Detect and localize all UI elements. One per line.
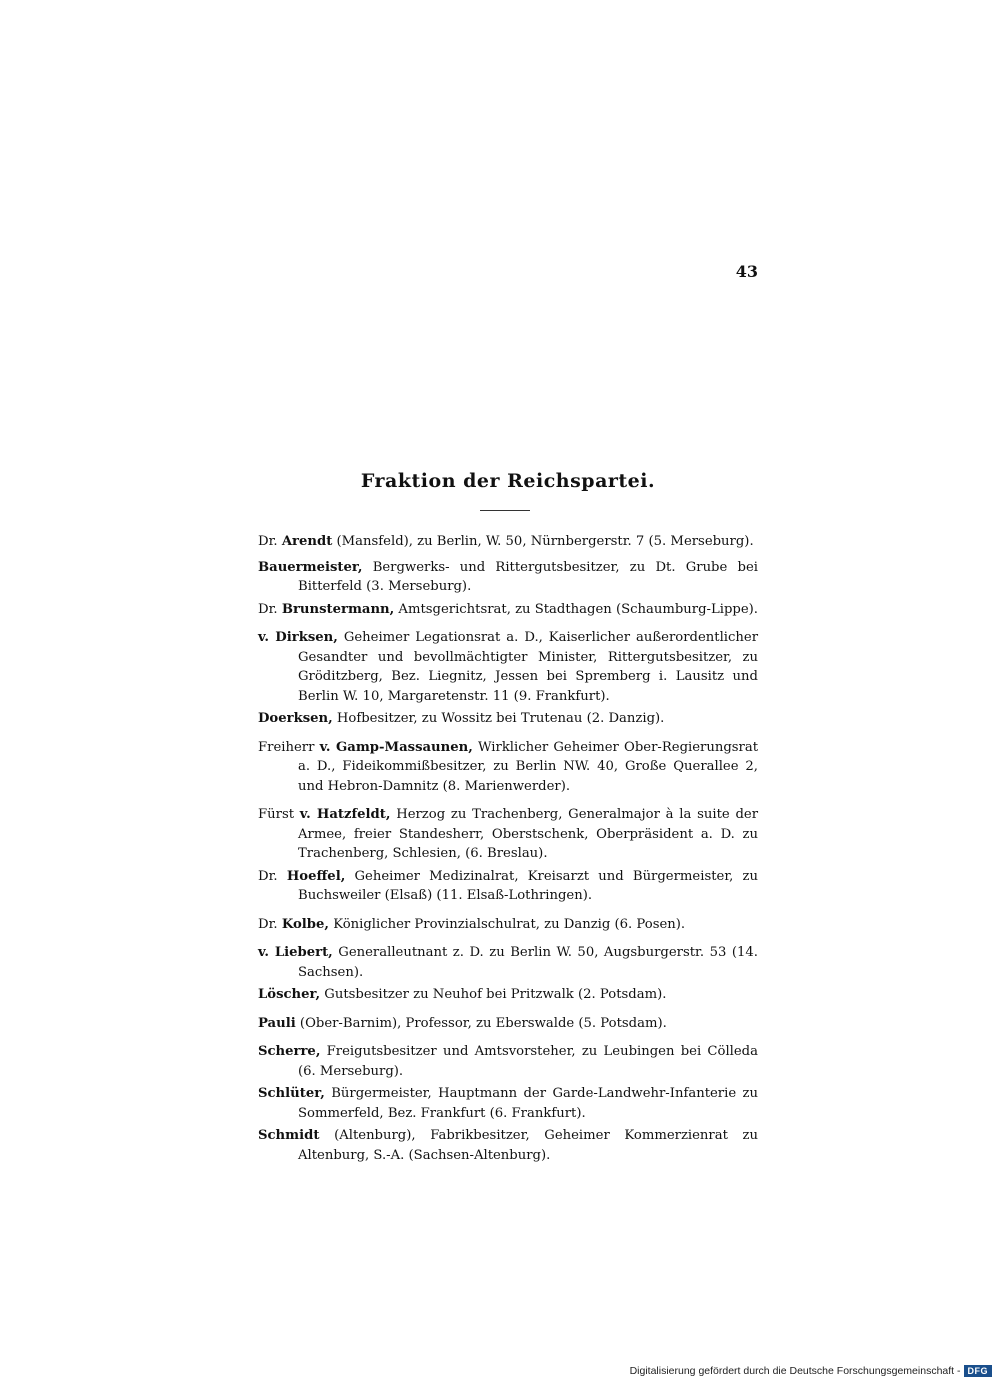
member-name: Löscher, [258,987,321,1002]
member-name: v. Gamp-Massaunen, [319,739,473,755]
member-details: Geheimer Legationsrat a. D., Kaiserlicher außerordentlicher Gesandter und bevollmächtigter Minister, Rittergutsbesitzer, zu Gröditzberg, Bez. Liegnitz, Jessen bei Spremberg i. Lausitz und Berlin W. 10, Margaretenstr. 11 (9. Frankfurt). [298,630,758,704]
member-details: Herzog zu Trachenberg, Generalmajor à la suite der Armee, freier Standesherr, Oberstschenk, Oberpräsident a. D. zu Trachenberg, Schlesien, (6. Breslau). [298,807,758,861]
member-entry [258,1084,758,1123]
member-entry [258,915,758,935]
member-list [258,532,758,1165]
member-details: Geheimer Medizinalrat, Kreisarzt und Bürgermeister, zu Buchsweiler (Elsaß) (11. Elsaß-Lothringen). [298,868,758,903]
member-entry [258,943,758,982]
member-details: (Altenburg), Fabrikbesitzer, Geheimer Kommerzienrat zu Altenburg, S.-A. (Sachsen-Altenburg). [298,1128,758,1163]
member-details: Bürgermeister, Hauptmann der Garde-Landwehr-Infanterie zu Sommerfeld, Bez. Frankfurt (6. Frankfurt). [298,1086,758,1121]
member-details: Freigutsbesitzer und Amtsvorsteher, zu Leubingen bei Cölleda (6. Merseburg). [298,1044,758,1079]
member-name: Kolbe, [281,916,330,932]
member-entry [258,805,758,864]
member-details: Gutsbesitzer zu Neuhof bei Pritzwalk (2. Potsdam). [324,987,667,1002]
member-name: Bauermeister, [258,559,363,575]
entry-prefix: Fürst [258,807,295,822]
funding-credit: Digitalisierung gefördert durch die Deutsche Forschungsgemeinschaft - [629,1365,961,1377]
member-entry [258,532,758,552]
title-divider [480,510,530,511]
member-entry [258,628,758,706]
member-entry [258,867,758,906]
member-details: Amtsgerichtsrat, zu Stadthagen (Schaumburg-Lippe). [398,601,758,617]
entry-prefix: Dr. [258,868,278,884]
member-entry [258,600,758,620]
member-details: Königlicher Provinzialschulrat, zu Danzig (6. Posen). [333,916,686,932]
entry-prefix: Dr. [258,916,278,932]
member-details: Generalleutnant z. D. zu Berlin W. 50, Augsburgerstr. 53 (14. Sachsen). [298,945,758,980]
member-details: (Mansfeld), zu Berlin, W. 50, Nürnbergerstr. 7 (5. Merseburg). [336,534,754,549]
member-name: Arendt [281,534,333,549]
member-name: Scherre, [258,1044,321,1059]
member-entry [258,558,758,597]
member-name: Schmidt [258,1128,320,1143]
member-name: Pauli [258,1015,296,1031]
member-entry [258,709,758,729]
entry-prefix: Dr. [258,534,278,549]
member-name: Doerksen, [258,711,333,726]
member-entry [258,738,758,797]
member-entry [258,1126,758,1165]
entry-prefix: Dr. [258,601,278,617]
member-name: v. Dirksen, [258,630,338,645]
member-details: Wirklicher Geheimer Ober-Regierungsrat a. D., Fideikommißbesitzer, zu Berlin NW. 40, Große Querallee 2, und Hebron-Damnitz (8. Marienwerder). [298,739,758,794]
member-name: v. Hatzfeldt, [299,807,391,822]
member-details: Hofbesitzer, zu Wossitz bei Trutenau (2. Danzig). [336,711,665,726]
dfg-logo-icon: DFG [964,1365,993,1377]
member-name: v. Liebert, [258,945,333,960]
entry-prefix: Freiherr [258,739,315,755]
member-details: Bergwerks- und Rittergutsbesitzer, zu Dt. Grube bei Bitterfeld (3. Merseburg). [298,559,758,594]
member-name: Brunstermann, [281,601,395,617]
page-number: 43 [735,262,758,281]
member-name: Schlüter, [258,1086,325,1101]
section-title: Fraktion der Reichspartei. [360,470,656,492]
member-entry [258,1042,758,1081]
member-name: Hoeffel, [286,868,346,884]
member-details: (Ober-Barnim), Professor, zu Eberswalde (5. Potsdam). [299,1015,667,1031]
member-entry [258,1014,758,1034]
member-entry [258,985,758,1005]
digitization-footer [600,1363,992,1379]
